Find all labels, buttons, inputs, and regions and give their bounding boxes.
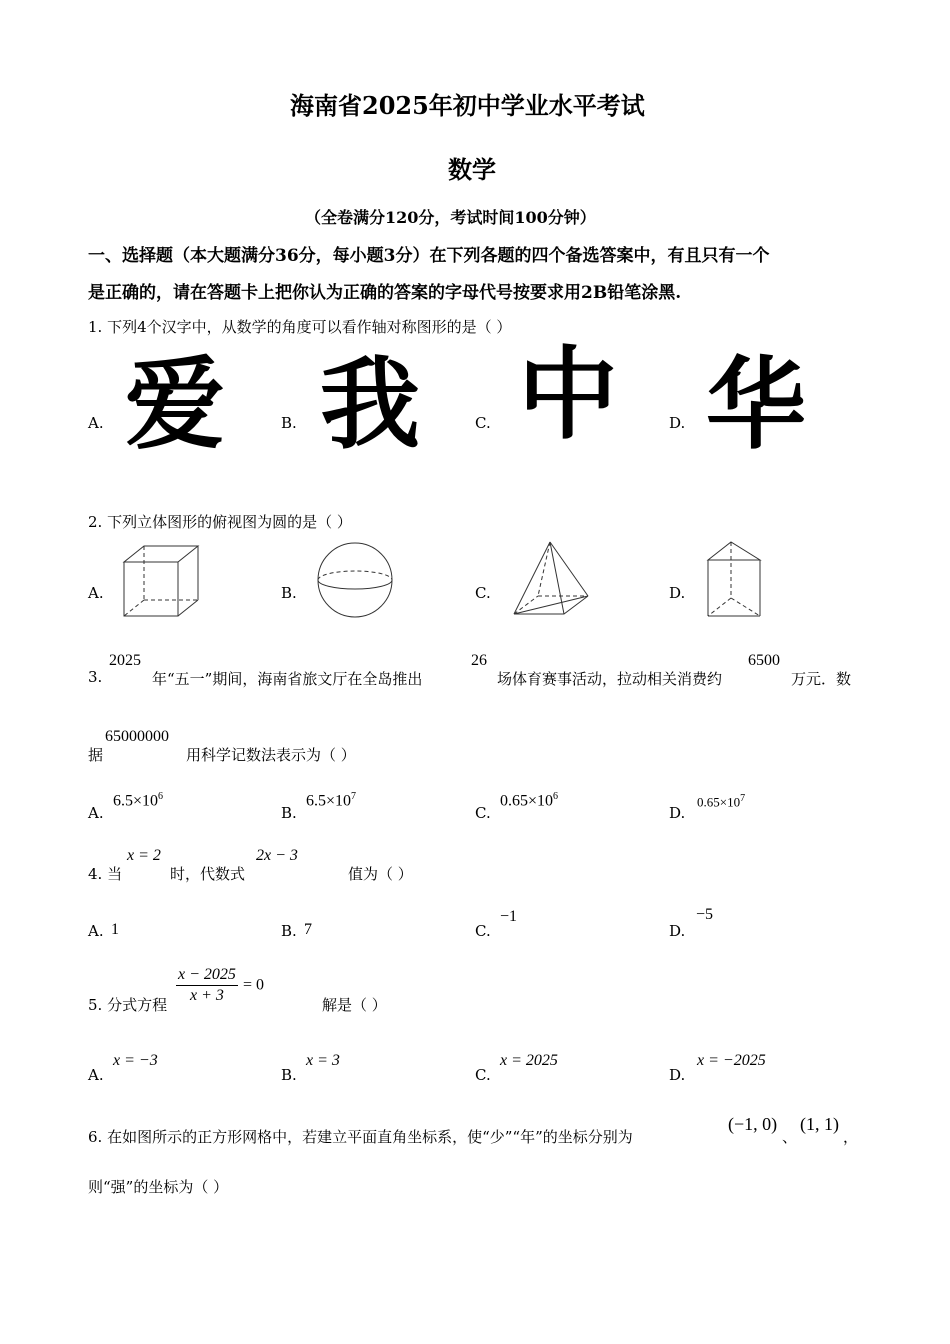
q6-separator: 、 [782, 1128, 798, 1146]
q5-equation [176, 966, 264, 1005]
exam-note: （全卷满分120分，考试时间100分钟） [305, 208, 596, 227]
q3-option-a-label: A. [88, 804, 104, 822]
q1-stem: 1. 下列4个汉字中，从数学的角度可以看作轴对称图形的是（ ） [88, 318, 512, 336]
q4-expression: 2x − 3 [256, 847, 298, 864]
q6-line2: 则“强”的坐标为（ ） [88, 1178, 229, 1196]
q5-numerator: x − 2025 [176, 966, 238, 986]
q5-option-b-label: B. [281, 1066, 297, 1084]
exam-title: 海南省2025年初中学业水平考试 [290, 91, 645, 120]
q6-line1: 6. 在如图所示的正方形网格中，若建立平面直角坐标系，使“少”“年”的坐标分别为 [88, 1128, 633, 1146]
q4-option-a-label: A. [88, 922, 104, 940]
q2-option-c-label: C. [475, 584, 491, 602]
q3-text5: 用科学记数法表示为（ ） [186, 746, 356, 764]
q5-option-d-label: D. [669, 1066, 686, 1084]
q5-option-d-value: x = −2025 [697, 1052, 766, 1069]
q1-option-a-char: 爱 [125, 346, 225, 463]
q4-mid: 时，代数式 [170, 865, 246, 883]
subject-title: 数学 [448, 155, 496, 184]
q3-text4: 据 [88, 746, 104, 764]
q4-option-c-value: −1 [500, 908, 518, 925]
q6-end: ， [843, 1128, 859, 1146]
q5-rhs: = 0 [243, 976, 265, 994]
q5-prefix: 5. 分式方程 [88, 996, 168, 1014]
q1-option-c-char: 中 [518, 336, 618, 453]
q5-option-a-value: x = −3 [113, 1052, 158, 1069]
q5-fraction [176, 966, 238, 1005]
q5-option-c-value: x = 2025 [500, 1052, 558, 1069]
pyramid-figure [508, 538, 592, 618]
q3-option-a-value: $6.5\times 10^6$ [113, 791, 164, 810]
q3-number2: 6500 [748, 652, 780, 669]
q3-option-c-label: C. [475, 804, 491, 822]
sphere-figure [313, 540, 399, 620]
q3-option-d-label: D. [669, 804, 686, 822]
q3-option-c-value: $0.65\times 10^6$ [500, 791, 559, 810]
q5-option-c-label: C. [475, 1066, 491, 1084]
q6-coord-nian: (1, 1) [800, 1114, 839, 1134]
q2-option-d-label: D. [669, 584, 686, 602]
section-heading-line2: 是正确的，请在答题卡上把你认为正确的答案的字母代号按要求用2B铅笔涂黑. [88, 283, 682, 303]
q3-option-b-label: B. [281, 804, 297, 822]
q5-option-a-label: A. [88, 1066, 104, 1084]
cube-figure [118, 540, 208, 622]
q1-option-c-label: C. [475, 414, 491, 432]
q1-option-b-label: B. [281, 414, 297, 432]
q3-number3: 65000000 [105, 728, 169, 745]
q4-option-a-value: 1 [111, 921, 119, 938]
q3-number1: 26 [471, 652, 487, 669]
q4-option-d-value: −5 [696, 906, 714, 923]
prism-figure [703, 538, 765, 620]
q6-coord-shao: (−1, 0) [728, 1114, 778, 1134]
section-heading-line1: 一、选择题（本大题满分36分，每小题3分）在下列各题的四个备选答案中，有且只有一个 [88, 246, 770, 266]
q4-option-b-label: B. [281, 922, 297, 940]
q1-option-d-label: D. [669, 414, 686, 432]
q3-option-b-value: $6.5\times 10^7$ [306, 791, 357, 810]
q3-prefix: 3. [88, 668, 103, 686]
q2-option-a-label: A. [88, 584, 104, 602]
q2-stem: 2. 下列立体图形的俯视图为圆的是（ ） [88, 513, 352, 531]
q3-year: 2025 [109, 652, 141, 669]
q4-option-c-label: C. [475, 922, 491, 940]
q5-denominator: x + 3 [190, 987, 224, 1004]
q4-condition: x = 2 [127, 847, 161, 864]
q4-suffix: 值为（ ） [348, 865, 413, 883]
q5-option-b-value: x = 3 [306, 1052, 340, 1069]
q3-option-d-value: $0.65\times 10^7$ [697, 793, 746, 810]
q4-option-d-label: D. [669, 922, 686, 940]
q2-option-b-label: B. [281, 584, 297, 602]
q1-option-b-char: 我 [320, 346, 420, 463]
q4-prefix: 4. 当 [88, 865, 123, 883]
q1-option-a-label: A. [88, 414, 104, 432]
q3-text1: 年“五一”期间，海南省旅文厅在全岛推出 [152, 670, 423, 688]
q1-option-d-char: 华 [706, 346, 806, 463]
q3-text3: 万元．数 [791, 670, 852, 688]
q5-suffix: 解是（ ） [322, 996, 387, 1014]
q3-text2: 场体育赛事活动，拉动相关消费约 [497, 670, 723, 688]
q4-option-b-value: 7 [304, 921, 312, 938]
